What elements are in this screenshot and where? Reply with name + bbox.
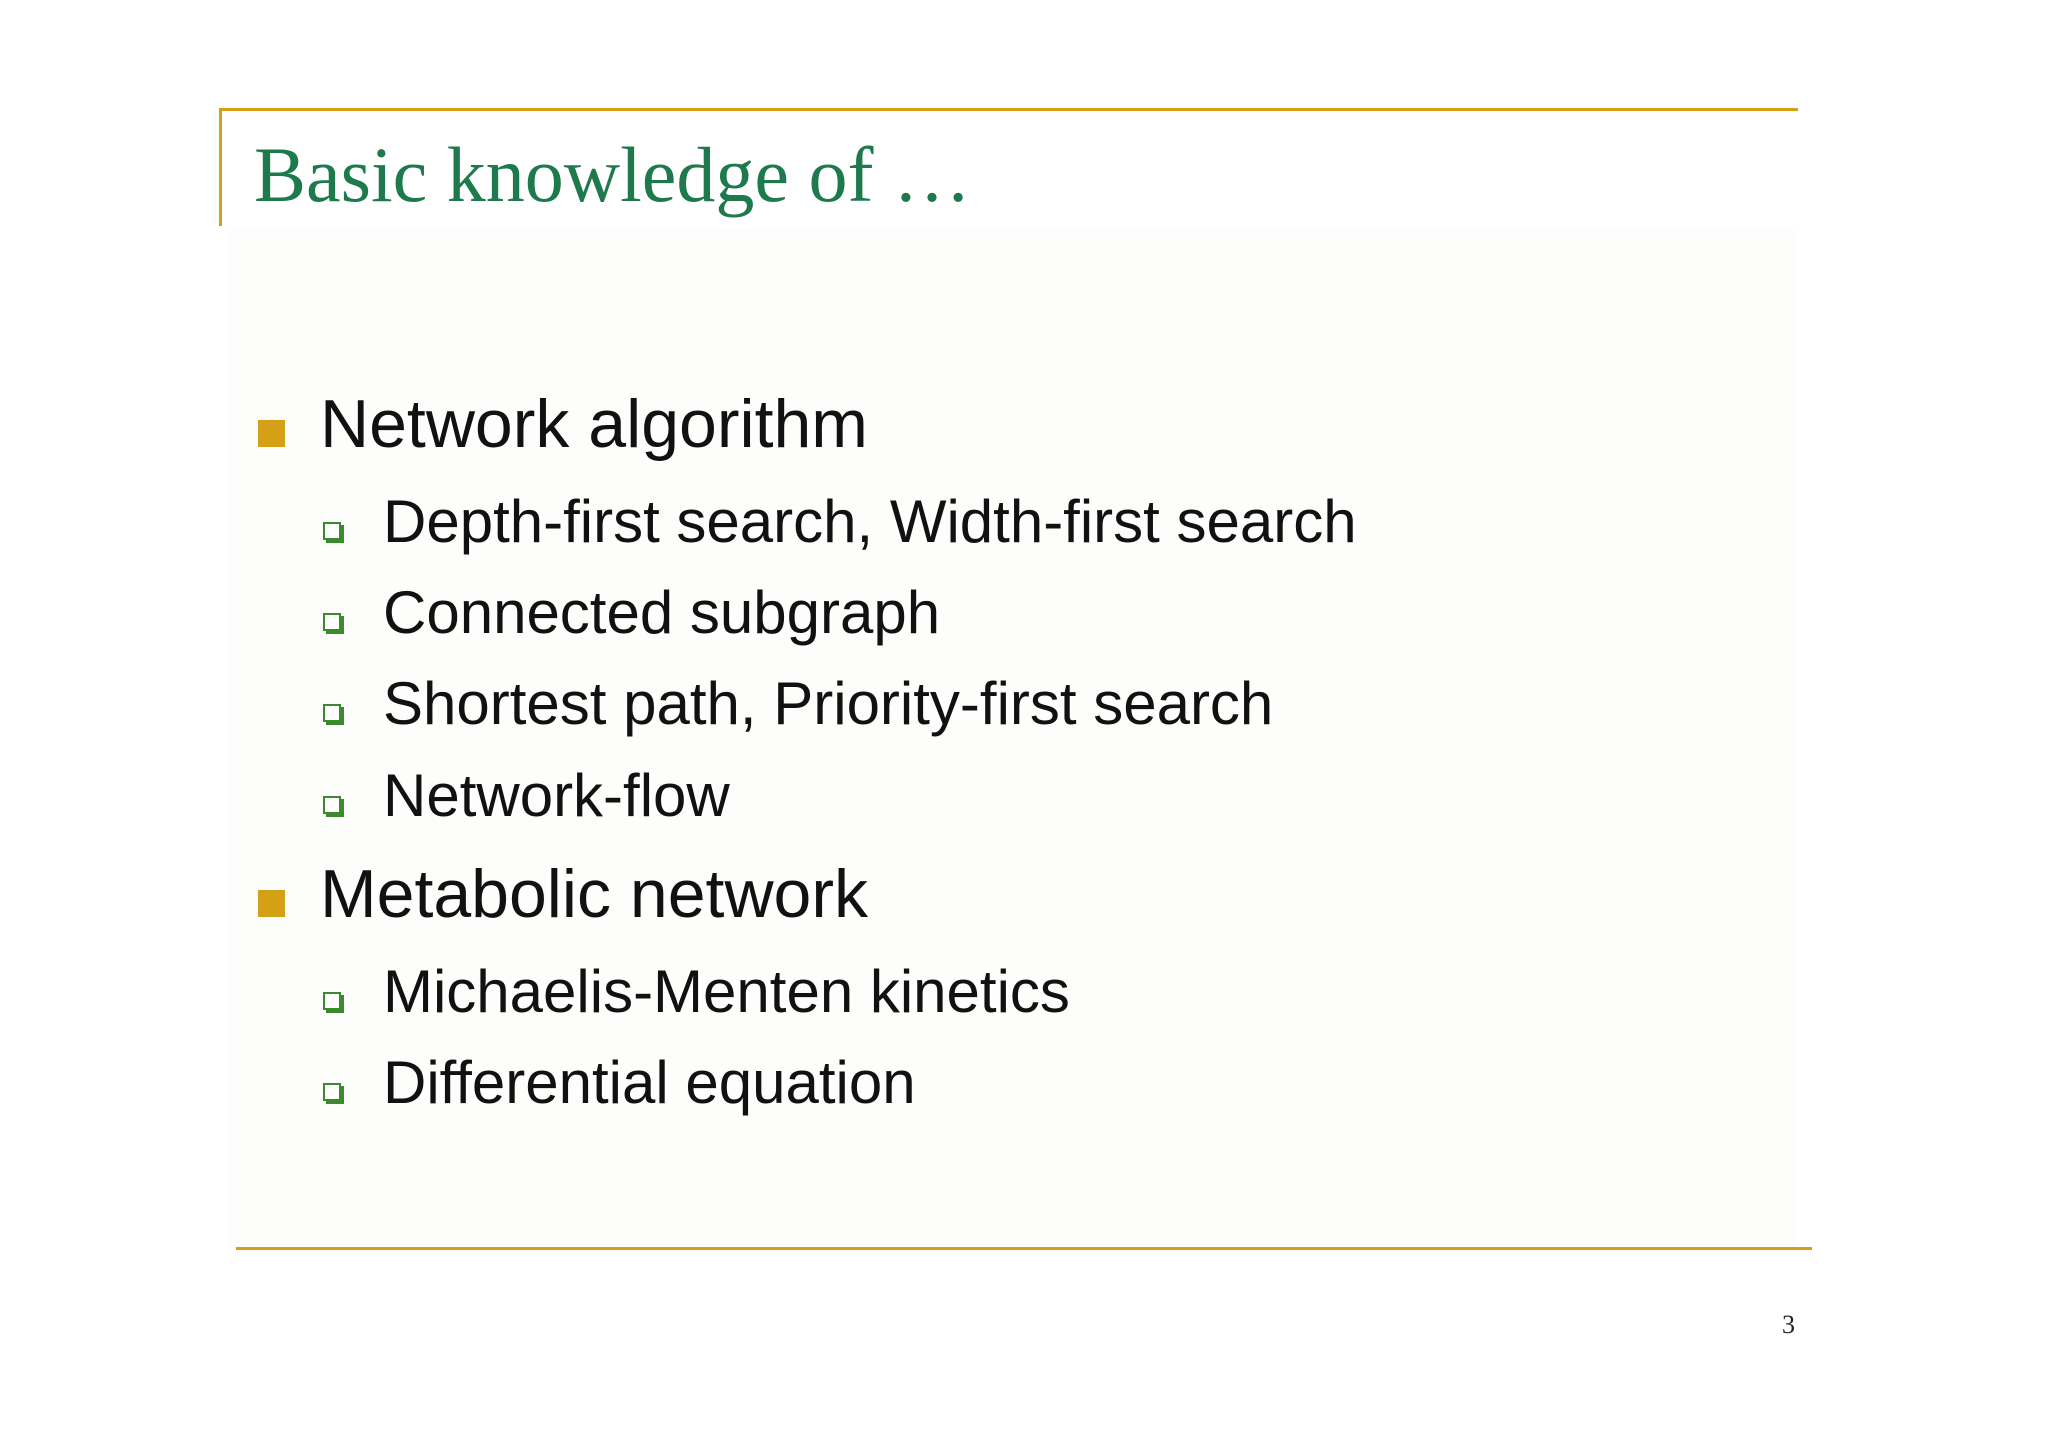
top-rule (219, 108, 1798, 111)
sub-bullet-label: Depth-first search, Width-first search (383, 488, 1357, 555)
sub-bullet-label: Network-flow (383, 762, 730, 829)
box-bullet-icon (323, 704, 341, 722)
bottom-rule (236, 1247, 1812, 1250)
sub-bullet-label: Shortest path, Priority-first search (383, 670, 1274, 737)
box-bullet-icon (323, 1083, 341, 1101)
sub-bullet-label: Differential equation (383, 1049, 916, 1116)
page-number: 3 (1782, 1310, 1795, 1339)
bullet-label: Metabolic network (320, 856, 869, 932)
square-bullet-icon (258, 420, 285, 447)
box-bullet-icon (323, 796, 341, 814)
sub-bullet-label: Connected subgraph (383, 579, 941, 646)
sub-bullet-label: Michaelis-Menten kinetics (383, 958, 1070, 1025)
box-bullet-icon (323, 522, 341, 540)
box-bullet-icon (323, 992, 341, 1010)
bullet-label: Network algorithm (320, 386, 868, 462)
left-rule (219, 108, 222, 226)
box-bullet-icon (323, 613, 341, 631)
slide-title: Basic knowledge of … (254, 131, 972, 218)
square-bullet-icon (258, 890, 285, 917)
